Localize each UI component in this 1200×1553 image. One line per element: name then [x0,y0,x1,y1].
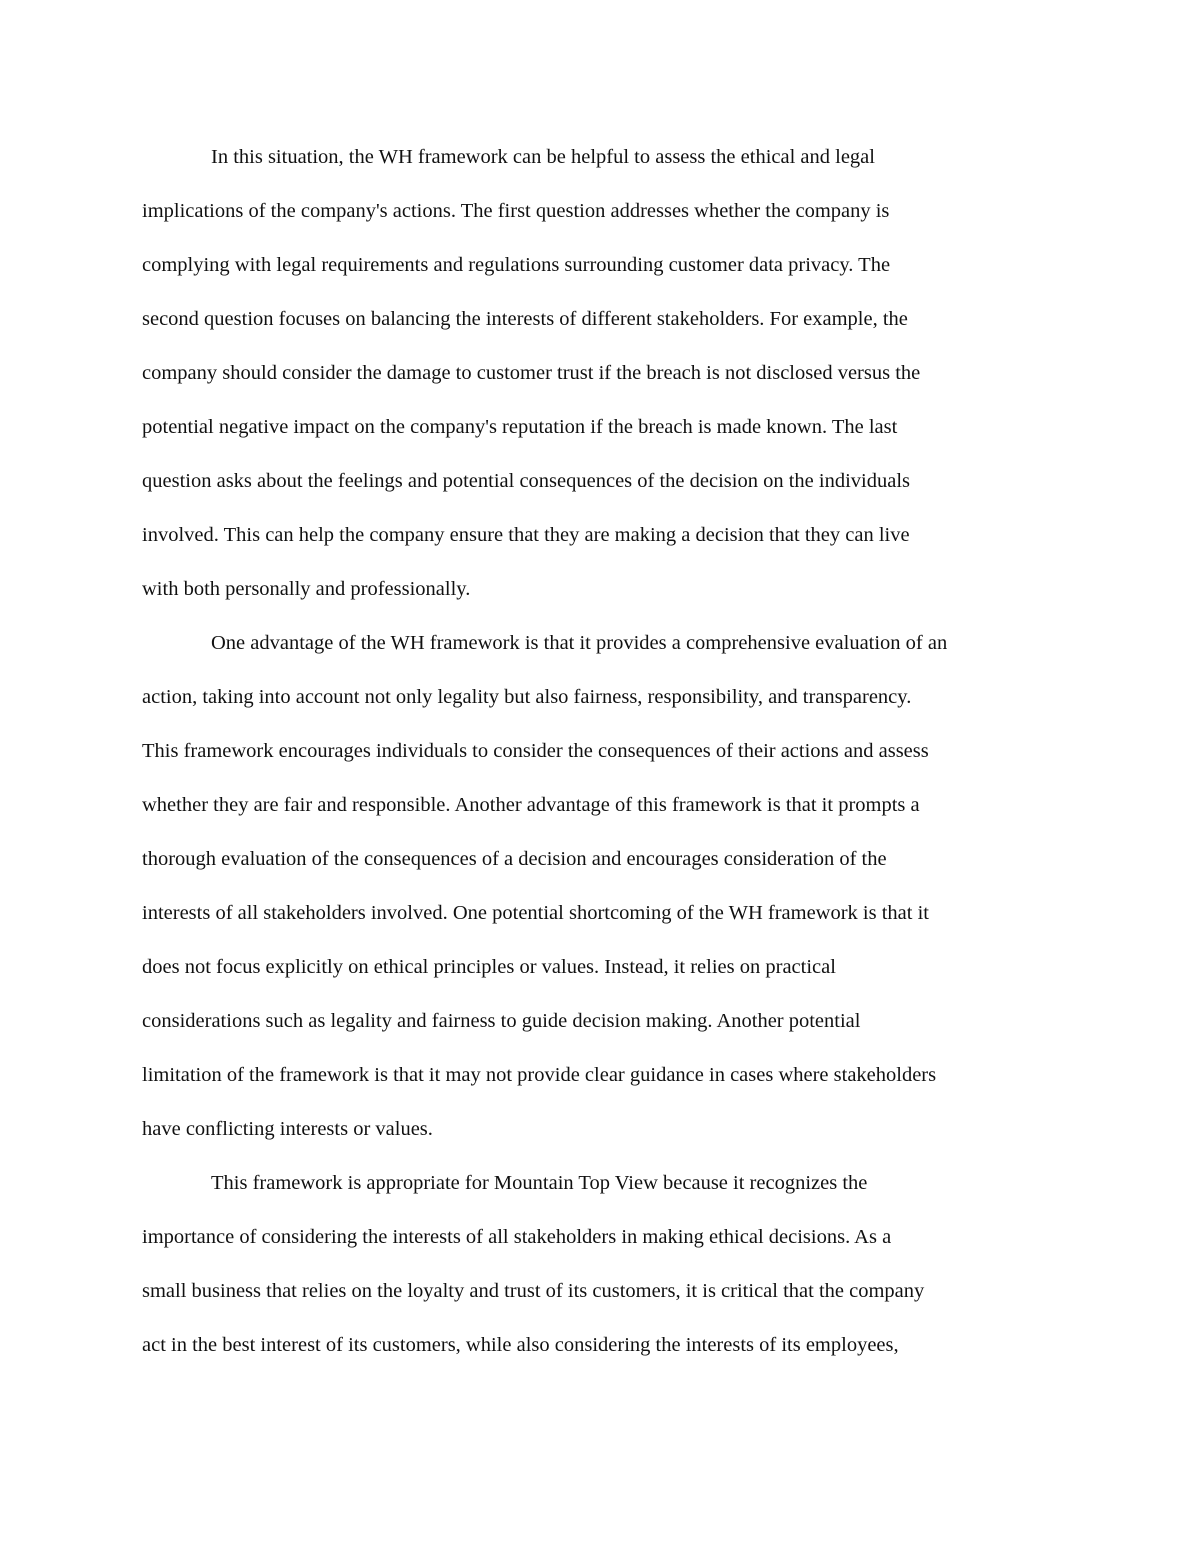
text-line: thorough evaluation of the consequences of a decision and encourages consideration of the [142,848,887,870]
text-line: potential negative impact on the company's reputation if the breach is made known. The last [142,416,898,438]
text-line: second question focuses on balancing the interests of different stakeholders. For example, the [142,308,908,330]
text-line: company should consider the damage to customer trust if the breach is not disclosed versus the [142,362,921,384]
text-line: question asks about the feelings and potential consequences of the decision on the individuals [142,470,910,492]
text-line: small business that relies on the loyalty and trust of its customers, it is critical that the company [142,1280,925,1302]
text-line: act in the best interest of its customers, while also considering the interests of its employees, [142,1334,899,1356]
paragraph-3 [142,1156,1062,1372]
text-line: importance of considering the interests of all stakeholders in making ethical decisions. As a [142,1226,892,1248]
document-body [142,130,1062,1372]
paragraph-1 [142,130,1062,616]
text-line: implications of the company's actions. The first question addresses whether the company is [142,200,890,222]
text-line: One advantage of the WH framework is that it provides a comprehensive evaluation of an [211,632,948,654]
paragraph-2 [142,616,1062,1156]
text-line: with both personally and professionally. [142,578,471,600]
text-line: whether they are fair and responsible. Another advantage of this framework is that it prompts a [142,794,920,816]
text-line: considerations such as legality and fairness to guide decision making. Another potential [142,1010,861,1032]
text-line: interests of all stakeholders involved. One potential shortcoming of the WH framework is that it [142,902,929,924]
text-line: In this situation, the WH framework can be helpful to assess the ethical and legal [211,146,875,168]
text-line: complying with legal requirements and regulations surrounding customer data privacy. The [142,254,891,276]
text-line: have conflicting interests or values. [142,1118,433,1140]
text-line: involved. This can help the company ensure that they are making a decision that they can live [142,524,910,546]
text-line: This framework is appropriate for Mountain Top View because it recognizes the [211,1172,868,1194]
text-line: limitation of the framework is that it may not provide clear guidance in cases where stakeholders [142,1064,937,1086]
text-line: does not focus explicitly on ethical principles or values. Instead, it relies on practical [142,956,836,978]
text-line: action, taking into account not only legality but also fairness, responsibility, and transparency. [142,686,912,708]
text-line: This framework encourages individuals to consider the consequences of their actions and assess [142,740,929,762]
